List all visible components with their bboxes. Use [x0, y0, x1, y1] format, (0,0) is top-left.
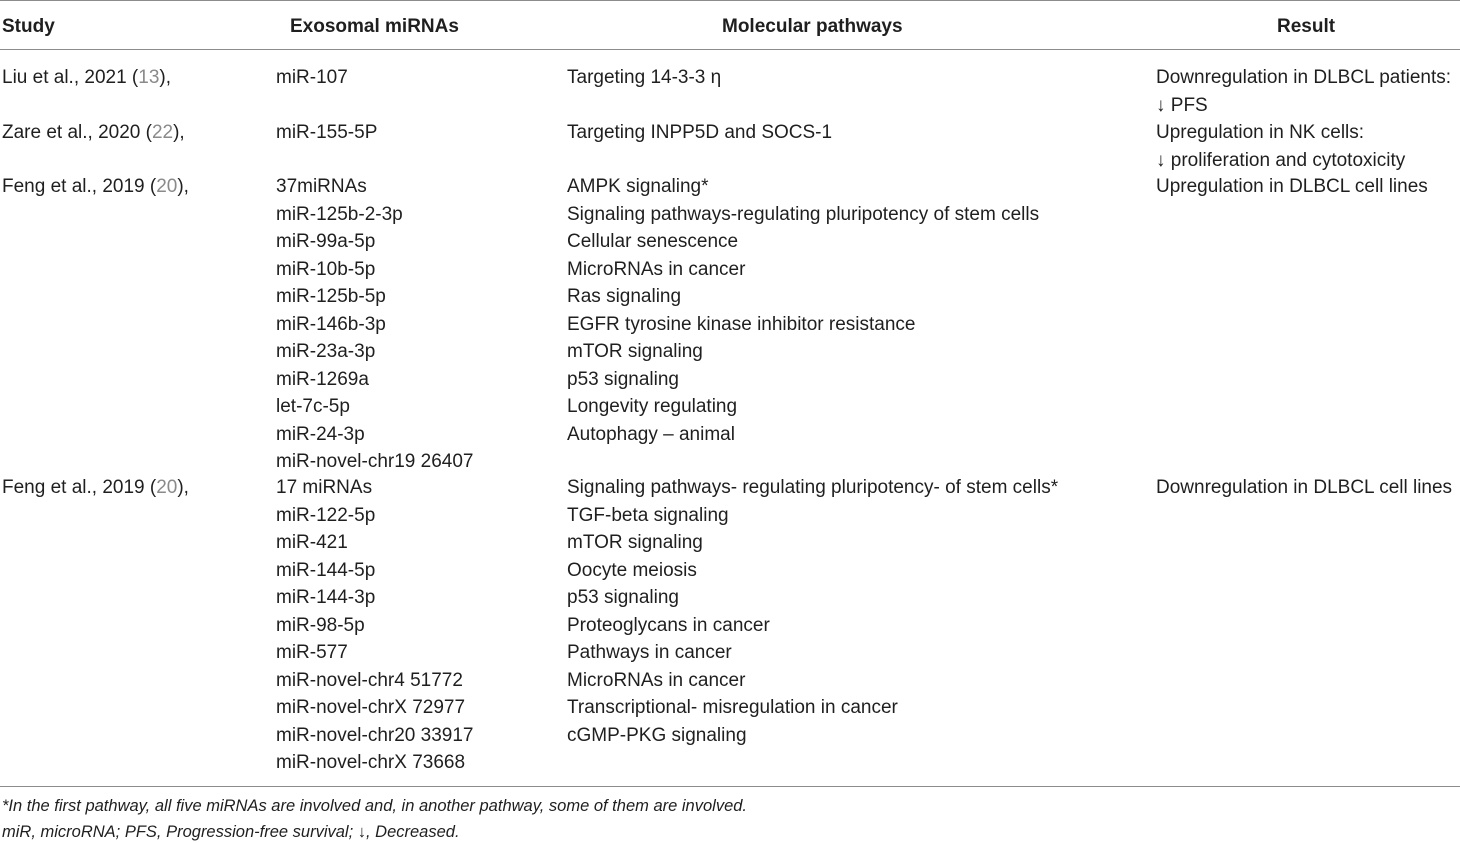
- mirnas-entry: miR-99a-5p: [276, 231, 376, 252]
- mirnas-entry: miR-novel-chrX 72977: [276, 697, 466, 718]
- study-citation-end: ),: [177, 477, 189, 498]
- pathways-entry: MicroRNAs in cancer: [567, 669, 746, 691]
- mirnas-entry: miR-125b-5p: [276, 286, 386, 307]
- result-cell: [1156, 474, 1452, 502]
- mirnas-cell: [276, 64, 348, 92]
- mirnas-entry: miR-122-5p: [276, 504, 376, 526]
- reference-link[interactable]: 13: [138, 67, 160, 88]
- pathways-entry: Targeting INPP5D and SOCS-1: [567, 122, 833, 143]
- pathways-cell: [567, 474, 1058, 749]
- mirnas-entry: miR-144-5p: [276, 559, 376, 581]
- pathways-entry: AMPK signaling*: [567, 176, 709, 197]
- mirnas-entry: miR-107: [276, 67, 348, 88]
- mirnas-entry: miR-novel-chr19 26407: [276, 451, 474, 472]
- result-cell: [1156, 64, 1451, 119]
- bottom-rule: [0, 786, 1460, 787]
- pathways-entry: Targeting 14-3-3 η: [567, 67, 722, 88]
- mirnas-entry: 17 miRNAs: [276, 477, 373, 498]
- study-citation: Feng et al., 2019 (: [2, 176, 157, 197]
- study-cell: [2, 474, 189, 502]
- mirnas-cell: [276, 173, 474, 476]
- result-entry: ↓ PFS: [1156, 94, 1208, 116]
- pathways-entry: MicroRNAs in cancer: [567, 258, 746, 280]
- reference-link[interactable]: 22: [151, 122, 174, 143]
- header-study: Study: [2, 16, 55, 37]
- header-rule: [0, 49, 1460, 50]
- result-cell: [1156, 119, 1405, 174]
- study-citation-end: ),: [159, 67, 172, 88]
- pathways-cell: [567, 119, 832, 147]
- mirnas-entry: miR-novel-chr4 51772: [276, 669, 463, 691]
- pathways-cell: [567, 173, 1039, 448]
- mirnas-entry: miR-144-3p: [276, 587, 376, 608]
- study-cell: [2, 119, 185, 147]
- pathways-entry: Transcriptional- misregulation in cancer: [567, 697, 898, 718]
- result-entry: Downregulation in DLBCL cell lines: [1156, 477, 1453, 498]
- pathways-entry: mTOR signaling: [567, 341, 703, 362]
- mirnas-entry: miR-98-5p: [276, 614, 365, 636]
- mirnas-entry: miR-24-3p: [276, 423, 365, 445]
- reference-link[interactable]: 20: [156, 176, 178, 197]
- pathways-entry: Oocyte meiosis: [567, 559, 697, 581]
- pathways-entry: Signaling pathways-regulating pluripotency of stem cells: [567, 203, 1040, 225]
- pathways-entry: Ras signaling: [567, 286, 682, 307]
- header-molecular-pathways: Molecular pathways: [722, 16, 903, 37]
- header-exosomal-mirnas: Exosomal miRNAs: [290, 16, 459, 37]
- mirnas-entry: miR-125b-2-3p: [276, 203, 403, 225]
- mirnas-entry: miR-146b-3p: [276, 313, 386, 335]
- study-citation: Feng et al., 2019 (: [2, 477, 157, 498]
- study-cell: [2, 173, 189, 201]
- mirnas-entry: miR-novel-chrX 73668: [276, 752, 466, 773]
- pathways-entry: TGF-beta signaling: [567, 504, 729, 526]
- result-entry: Upregulation in DLBCL cell lines: [1156, 176, 1428, 197]
- mirnas-entry: miR-421: [276, 532, 348, 553]
- pathways-entry: Longevity regulating: [567, 396, 738, 417]
- result-entry: ↓ proliferation and cytotoxicity: [1156, 149, 1406, 171]
- mirnas-entry: 37miRNAs: [276, 176, 367, 197]
- mirnas-entry: miR-1269a: [276, 368, 369, 390]
- pathways-cell: [567, 64, 721, 92]
- result-entry: Downregulation in DLBCL patients:: [1156, 67, 1452, 88]
- pathways-entry: p53 signaling: [567, 587, 679, 608]
- mirnas-entry: miR-23a-3p: [276, 341, 376, 362]
- header-result: Result: [1277, 16, 1336, 37]
- mirnas-cell: [276, 474, 474, 777]
- pathways-entry: Pathways in cancer: [567, 642, 732, 663]
- mirnas-cell: [276, 119, 377, 147]
- study-citation-end: ),: [177, 176, 189, 197]
- pathways-entry: cGMP-PKG signaling: [567, 724, 747, 746]
- pathways-entry: Autophagy – animal: [567, 423, 735, 445]
- pathways-entry: Cellular senescence: [567, 231, 739, 252]
- pathways-entry: Signaling pathways- regulating pluripotency- of stem cells*: [567, 477, 1059, 498]
- mirnas-entry: miR-577: [276, 642, 348, 663]
- result-entry: Upregulation in NK cells:: [1156, 122, 1365, 143]
- result-cell: [1156, 173, 1428, 201]
- reference-link[interactable]: 20: [156, 477, 178, 498]
- pathways-entry: EGFR tyrosine kinase inhibitor resistance: [567, 313, 916, 335]
- mirnas-entry: let-7c-5p: [276, 396, 350, 417]
- pathways-entry: p53 signaling: [567, 368, 679, 390]
- footnote-abbreviations: miR, microRNA; PFS, Progression-free survival; ↓, Decreased.: [2, 823, 460, 841]
- top-rule: [0, 0, 1460, 1]
- study-citation: Zare et al., 2020 (: [2, 122, 152, 143]
- pathways-entry: Proteoglycans in cancer: [567, 614, 770, 636]
- study-citation-end: ),: [173, 122, 185, 143]
- study-citation: Liu et al., 2021 (: [2, 67, 139, 88]
- mirnas-entry: miR-155-5P: [276, 122, 378, 143]
- study-cell: [2, 64, 171, 92]
- pathways-entry: mTOR signaling: [567, 532, 703, 553]
- mirnas-entry: miR-10b-5p: [276, 258, 376, 280]
- mirnas-entry: miR-novel-chr20 33917: [276, 724, 474, 746]
- footnote-pathway: *In the first pathway, all five miRNAs are involved and, in another pathway, some of them are involved.: [2, 797, 748, 815]
